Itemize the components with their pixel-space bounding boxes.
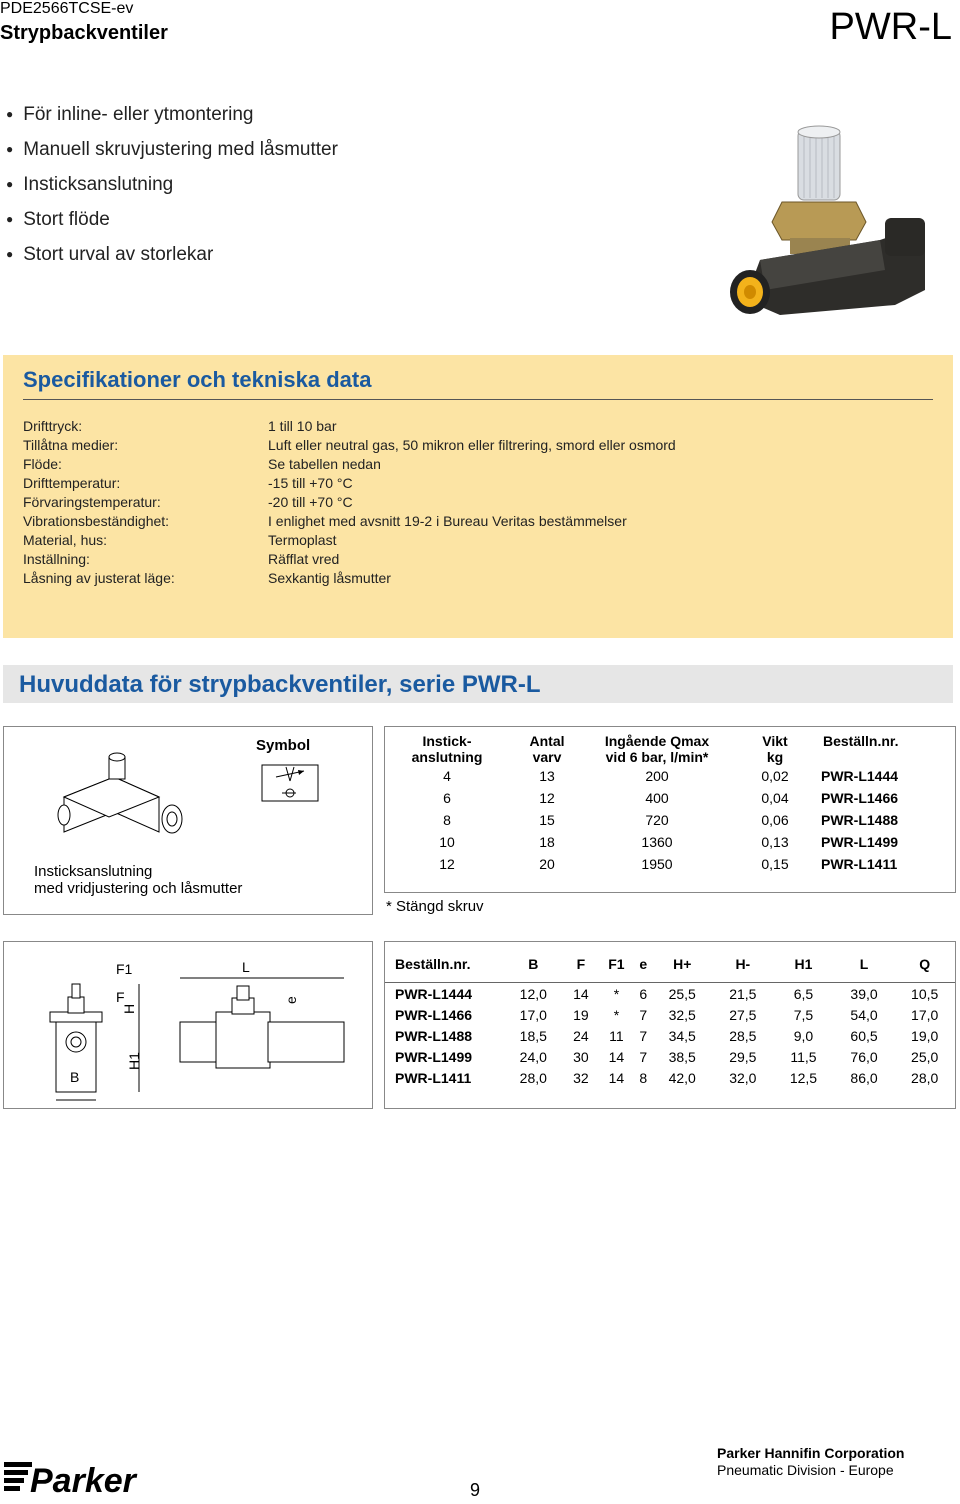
cell: 86,0 [850,1069,878,1086]
cell: 76,0 [850,1048,878,1065]
cell: 38,5 [668,1048,696,1065]
cell: 14 [608,1069,625,1086]
cell: 0,06 [761,812,789,828]
specifications-panel [3,355,953,638]
cell: 0,02 [761,768,789,784]
cell: 19 [573,1006,589,1023]
cell: 20 [539,856,555,872]
table-row [385,853,955,875]
product-photo [720,120,940,330]
spec-value: -15 till +70 °C [268,475,353,491]
cell: 29,5 [729,1048,757,1065]
spec-label: Flöde: [23,456,62,472]
cell: 400 [645,790,669,806]
cell: 8 [443,812,451,828]
dimension-drawing-icon [4,942,372,1108]
symbol-caption: Insticksanslutning med vridjustering och låsmutter [34,863,243,897]
cell: 42,0 [668,1069,696,1086]
dim-label-h1: H1 [126,1052,142,1070]
column-header: H+ [673,956,692,972]
cell: 0,15 [761,856,789,872]
table-row [385,765,955,787]
feature-item: ● Manuell skruvjustering med låsmutter [6,135,338,170]
cell: 30 [573,1048,589,1065]
cell: 10 [439,834,455,850]
spec-label: Tillåtna medier: [23,437,119,453]
cell: 1360 [641,834,673,850]
column-header: F1 [608,956,625,972]
spec-label: Drifttemperatur: [23,475,121,491]
spec-label: Inställning: [23,551,90,567]
cell: 9,0 [793,1027,814,1044]
table-row [385,787,955,809]
dim-label-f: F [116,989,125,1005]
cell: 24,0 [519,1048,547,1065]
column-header: H1 [794,956,813,972]
order-code: PWR-L1444 [395,985,473,1002]
cell: 0,04 [761,790,789,806]
spec-label: Drifttryck: [23,418,83,434]
table-row [385,1046,955,1067]
cell: 6 [639,985,648,1002]
dimensions-table [384,941,956,1109]
order-code: PWR-L1444 [821,768,899,784]
page-number: 9 [470,1480,481,1500]
cell: 14 [608,1048,625,1065]
table-row [385,809,955,831]
cell: 32,5 [668,1006,696,1023]
feature-item: ● Stort flöde [6,205,338,240]
column-header: H- [735,956,751,972]
order-code: PWR-L1411 [395,1069,472,1086]
feature-item: ● Stort urval av storlekar [6,240,338,275]
cell: 12,0 [519,985,547,1002]
division-name: Pneumatic Division - Europe [717,1462,894,1478]
table-row [385,1067,955,1088]
cell: 17,0 [911,1006,939,1023]
column-header: Antal varv [529,733,565,765]
cell: 0,13 [761,834,789,850]
cell: 13 [539,768,555,784]
order-code: PWR-L1411 [821,856,898,872]
cell: 7 [639,1027,648,1044]
cell: 720 [645,812,669,828]
cell: 15 [539,812,555,828]
order-code: PWR-L1466 [821,790,899,806]
feature-item: ● För inline- eller ytmontering [6,100,338,135]
cell: * [613,985,620,1002]
cell: 60,5 [850,1027,878,1044]
order-code: PWR-L1466 [395,1006,473,1023]
parker-logo [4,1448,144,1498]
column-header: Q [919,956,931,972]
cell: 6 [443,790,451,806]
feature-list [6,100,338,275]
cell: 10,5 [911,985,939,1002]
cell: 25,5 [668,985,696,1002]
dimension-drawing-panel [3,941,373,1109]
cell: 4 [443,768,451,784]
cell: 25,0 [911,1048,939,1065]
spec-label: Förvaringstemperatur: [23,494,161,510]
column-header: Instick- anslutning [411,733,483,765]
cell: 11 [609,1027,624,1044]
series-name: PWR-L [829,6,952,48]
cell: 32 [573,1069,589,1086]
table-row [385,1004,955,1025]
cell: 12 [539,790,555,806]
document-id: PDE2566TCSE-ev [0,0,134,17]
cell: 18 [539,834,555,850]
cell: 7 [639,1006,648,1023]
main-data-table [384,726,956,893]
cell: 12 [439,856,455,872]
divider [23,399,933,400]
column-header: Beställn.nr. [823,733,899,749]
cell: 7,5 [793,1006,814,1023]
table-row [385,831,955,853]
main-data-grid [385,727,955,875]
spec-value: I enlighet med avsnitt 19-2 i Bureau Veritas bestämmelser [268,513,627,529]
cell: 1950 [641,856,673,872]
column-header: e [639,956,648,972]
cell: 39,0 [850,985,878,1002]
cell: 17,0 [519,1006,547,1023]
valve-symbol-icon [256,763,326,805]
valve-drawing-icon [44,747,204,852]
dimensions-grid [385,942,955,1088]
order-code: PWR-L1499 [395,1048,473,1065]
specifications-title: Specifikationer och tekniska data [23,367,372,392]
cell: 32,0 [729,1069,757,1086]
cell: 7 [639,1048,648,1065]
spec-value: Räfflat vred [268,551,340,567]
cell: 28,0 [911,1069,939,1086]
company-name: Parker Hannifin Corporation [717,1445,905,1461]
column-header: F [576,956,586,972]
cell: 21,5 [729,985,757,1002]
table-row [385,1025,955,1046]
spec-value: Se tabellen nedan [268,456,381,472]
dim-label-l: L [242,959,250,975]
feature-item: ● Insticksanslutning [6,170,338,205]
symbol-label: Symbol [256,737,311,754]
cell: 34,5 [668,1027,696,1044]
cell: 8 [639,1069,648,1086]
dim-label-e: e [283,996,299,1004]
logo-text: Parker [30,1462,136,1498]
cell: 18,5 [519,1027,547,1044]
section-title: Huvuddata för strypbackventiler, serie PWR-L [19,671,541,698]
footnote: * Stängd skruv [386,898,484,915]
cell: 54,0 [850,1006,878,1023]
page-title: Strypbackventiler [0,22,168,44]
cell: 27,5 [729,1006,757,1023]
dim-label-b: B [70,1069,80,1085]
column-header: Vikt kg [762,733,788,765]
column-header: B [528,956,539,972]
spec-value: Sexkantig låsmutter [268,570,391,586]
column-header: Beställn.nr. [395,956,471,972]
column-header: Ingående Qmax vid 6 bar, l/min* [604,733,710,765]
spec-value: Termoplast [268,532,337,548]
dim-label-f1: F1 [116,961,133,977]
cell: 14 [573,985,589,1002]
table-row [385,983,955,1005]
cell: 12,5 [789,1069,818,1086]
spec-label: Vibrationsbeständighet: [23,513,170,529]
cell: * [613,1006,620,1023]
spec-label: Material, hus: [23,532,108,548]
spec-value: Luft eller neutral gas, 50 mikron eller filtrering, smord eller osmord [268,437,676,453]
cell: 28,0 [519,1069,547,1086]
cell: 19,0 [911,1027,939,1044]
order-code: PWR-L1488 [821,812,899,828]
cell: 6,5 [793,985,814,1002]
order-code: PWR-L1488 [395,1027,473,1044]
cell: 200 [645,768,669,784]
spec-label: Låsning av justerat läge: [23,570,175,586]
dim-label-h: H [121,1003,137,1014]
column-header: L [859,956,869,972]
cell: 11,5 [790,1048,817,1065]
spec-value: 1 till 10 bar [268,418,337,434]
order-code: PWR-L1499 [821,834,899,850]
cell: 24 [573,1027,589,1044]
spec-value: -20 till +70 °C [268,494,353,510]
cell: 28,5 [729,1027,757,1044]
symbol-panel [3,726,373,915]
section-header [3,665,953,703]
